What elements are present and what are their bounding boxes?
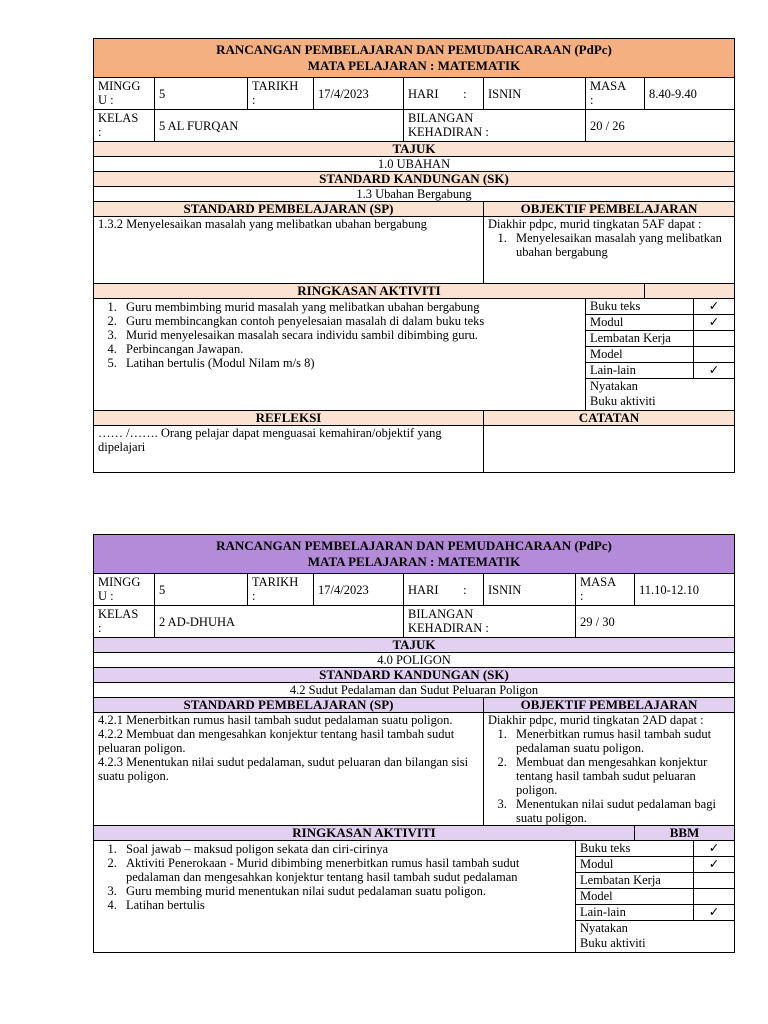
sp-line: 4.2.3 Menentukan nilai sudut pedalaman, sudut peluaran dan bilangan sisi suatu poligon. [98,755,469,783]
aktiviti-label: RINGKASAN AKTIVITI [94,826,635,841]
op-item: 2. Membuat dan mengesahkan konjektur tentang hasil tambah sudut peluaran poligon. [510,755,730,797]
check-icon: ✓ [694,905,735,921]
kelas-label: KELAS : [94,606,155,638]
aktiviti-content [94,841,576,953]
bbm-list [576,841,735,953]
lesson-plan-1 [93,38,734,473]
catatan-content [484,426,735,473]
plan-table [93,534,735,953]
masa-label: MASA : [586,78,645,110]
kelas-label: KELAS : [94,110,155,142]
sp-label: STANDARD PEMBELAJARAN (SP) [94,698,484,713]
bbm-item-label: Modul [576,857,694,873]
tajuk-label: TAJUK [94,638,735,653]
tajuk-label: TAJUK [94,142,735,157]
op-item: 3. Menentukan nilai sudut pedalaman bagi suatu poligon. [510,797,730,825]
bbm-item-label: Lembatan Kerja [576,873,694,889]
bbm-item-label: Lain-lain [576,905,694,921]
check-icon: ✓ [694,363,735,379]
bilangan-label: BILANGAN KEHADIRAN : [404,110,586,142]
aktiviti-item: 2. Aktiviti Penerokaan - Murid dibimbing menerbitkan rumus hasil tambah sudut pedalaman dan mengesahkan konjektur tentang hasil tambah sudut pedalaman [120,856,571,884]
aktiviti-item: 5. Latihan bertulis (Modul Nilam m/s 8) [120,356,581,370]
op-content [484,217,735,284]
op-item: 1. Menyelesaikan masalah yang melibatkan ubahan bergabung [510,231,730,259]
aktiviti-item: 4. Perbincangan Jawapan. [120,342,581,356]
catatan-label: CATATAN [484,411,735,426]
tajuk-value: 1.0 UBAHAN [94,157,735,172]
op-intro: Diakhir pdpc, murid tingkatan 5AF dapat : [488,217,702,231]
plan-title [94,39,735,78]
op-label: OBJEKTIF PEMBELAJARAN [484,698,735,713]
minggu-value: 5 [155,78,248,110]
sk-label: STANDARD KANDUNGAN (SK) [94,668,735,683]
nyatakan: Nyatakan Buku aktiviti [580,921,646,950]
check-icon [694,331,735,347]
plan-title-line2: MATA PELAJARAN : MATEMATIK [307,554,521,569]
bbm-item-label: Model [576,889,694,905]
aktiviti-item: 3. Guru membing murid menentukan nilai sudut pedalaman suatu poligon. [120,884,571,898]
bbm-item-label: Buku teks [586,299,694,315]
tarikh-label: TARIKH : [248,78,314,110]
bilangan-label: BILANGAN KEHADIRAN : [404,606,576,638]
sk-label: STANDARD KANDUNGAN (SK) [94,172,735,187]
masa-label: MASA : [576,574,635,606]
bilangan-value: 20 / 26 [586,110,735,142]
sp-line: 1.3.2 Menyelesaikan masalah yang melibatkan ubahan bergabung [98,217,427,231]
aktiviti-item: 4. Latihan bertulis [120,898,571,912]
plan-table [93,38,735,473]
sk-value: 4.2 Sudut Pedalaman dan Sudut Peluaran Poligon [94,683,735,698]
op-content [484,713,735,826]
bbm-item-label: Lain-lain [586,363,694,379]
kelas-value: 2 AD-DHUHA [155,606,404,638]
sp-content [94,217,484,284]
check-icon: ✓ [694,299,735,315]
tajuk-value: 4.0 POLIGON [94,653,735,668]
bbm-label [645,284,735,299]
masa-value: 11.10-12.10 [635,574,735,606]
nyatakan: Nyatakan Buku aktiviti [590,379,656,408]
sp-label: STANDARD PEMBELAJARAN (SP) [94,202,484,217]
minggu-label: MINGG U : [94,78,155,110]
plan-title [94,535,735,574]
hari-value: ISNIN [484,78,586,110]
tarikh-value: 17/4/2023 [314,574,404,606]
plan-title-line1: RANCANGAN PEMBELAJARAN DAN PEMUDAHCARAAN (PdPc) [216,538,612,553]
minggu-value: 5 [155,574,248,606]
aktiviti-content [94,299,586,411]
sp-line: 4.2.1 Menerbitkan rumus hasil tambah sudut pedalaman suatu poligon. [98,713,453,727]
check-icon [694,347,735,363]
aktiviti-item: 2. Guru membincangkan contoh penyelesaian masalah di dalam buku teks [120,314,581,328]
plan-title-line2: MATA PELAJARAN : MATEMATIK [307,58,521,73]
sk-value: 1.3 Ubahan Bergabung [94,187,735,202]
bbm-label: BBM [635,826,735,841]
refleksi-label: REFLEKSI [94,411,484,426]
op-item: 1. Menerbitkan rumus hasil tambah sudut pedalaman suatu poligon. [510,727,730,755]
check-icon: ✓ [694,315,735,331]
aktiviti-label: RINGKASAN AKTIVITI [94,284,645,299]
check-icon: ✓ [694,857,735,873]
bbm-item-label: Buku teks [576,841,694,857]
bbm-item-label: Lembatan Kerja [586,331,694,347]
check-icon [694,889,735,905]
hari-label: HARI : [404,574,484,606]
hari-label: HARI : [404,78,484,110]
lesson-plan-2 [93,534,734,953]
bbm-list [586,299,735,411]
aktiviti-item: 1. Guru membimbing murid masalah yang melibatkan ubahan bergabung [120,300,581,314]
aktiviti-item: 3. Murid menyelesaikan masalah secara individu sambil dibimbing guru. [120,328,581,342]
kelas-value: 5 AL FURQAN [155,110,404,142]
refleksi-content: …… /……. Orang pelajar dapat menguasai kemahiran/objektif yang dipelajari [94,426,484,473]
bilangan-value: 29 / 30 [576,606,735,638]
op-intro: Diakhir pdpc, murid tingkatan 2AD dapat : [488,713,704,727]
bbm-item-label: Modul [586,315,694,331]
masa-value: 8.40-9.40 [645,78,735,110]
op-label: OBJEKTIF PEMBELAJARAN [484,202,735,217]
plan-title-line1: RANCANGAN PEMBELAJARAN DAN PEMUDAHCARAAN (PdPc) [216,42,612,57]
tarikh-value: 17/4/2023 [314,78,404,110]
bbm-item-label: Model [586,347,694,363]
sp-content [94,713,484,826]
minggu-label: MINGG U : [94,574,155,606]
hari-value: ISNIN [484,574,576,606]
tarikh-label: TARIKH : [248,574,314,606]
check-icon: ✓ [694,841,735,857]
check-icon [694,873,735,889]
sp-line: 4.2.2 Membuat dan mengesahkan konjektur tentang hasil tambah sudut peluaran poligon. [98,727,455,755]
aktiviti-item: 1. Soal jawab – maksud poligon sekata dan ciri-cirinya [120,842,571,856]
